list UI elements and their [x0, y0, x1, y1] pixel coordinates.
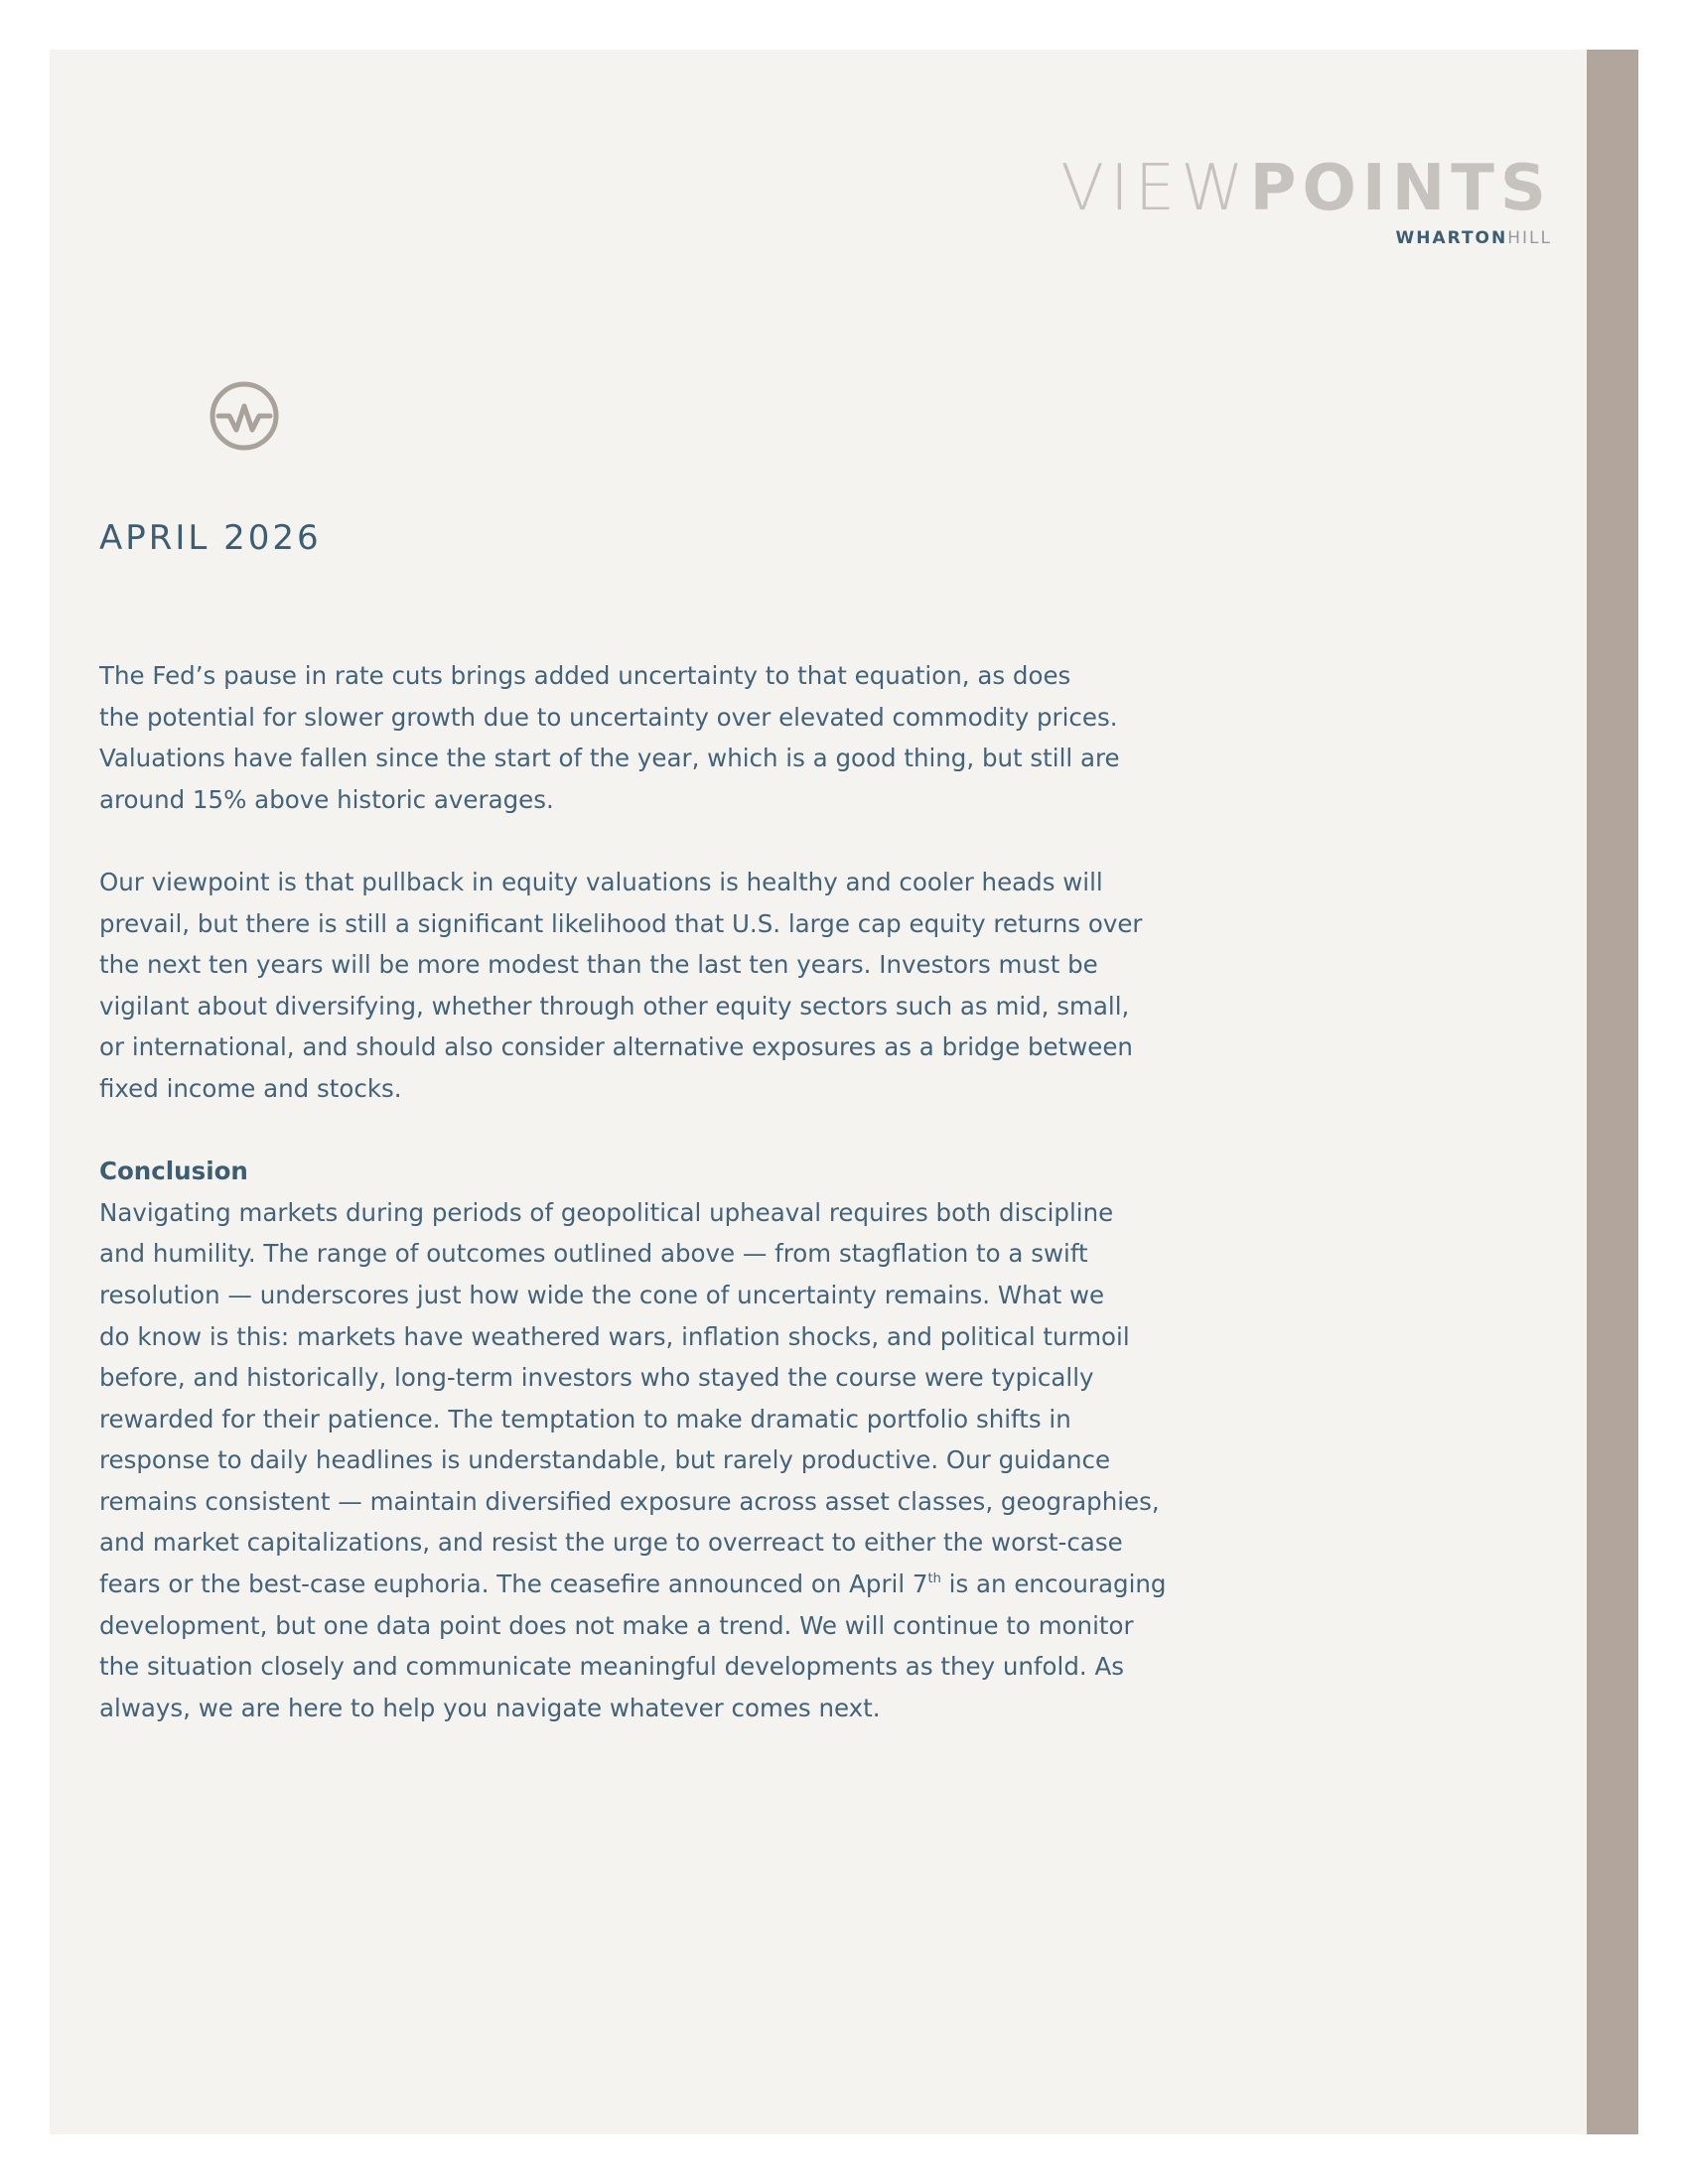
text-line: resolution — underscores just how wide the cone of uncertainty remains. What we: [99, 1280, 1105, 1309]
text-line: Navigating markets during periods of geopolitical upheaval requires both discipline: [99, 1197, 1114, 1227]
wharton-hill-circle-w-icon: [209, 380, 280, 452]
text-segment: is an encouraging: [940, 1570, 1167, 1599]
text-segment: fears or the best-case euphoria. The ceasefire announced on April 7: [99, 1570, 928, 1599]
side-accent-bar: [1587, 50, 1638, 2134]
conclusion-heading: Conclusion: [99, 1157, 248, 1186]
text-line-with-superscript: [99, 1564, 1331, 1605]
masthead-brand-light: HILL: [1507, 228, 1552, 248]
paragraph-1: [99, 655, 1331, 820]
text-line: prevail, but there is still a significant likelihood that U.S. large cap equity returns over: [99, 908, 1143, 938]
text-line: or international, and should also consider alternative exposures as a bridge between: [99, 1032, 1133, 1062]
masthead-brand: [1060, 228, 1552, 248]
text-line: Our viewpoint is that pullback in equity valuations is healthy and cooler heads will: [99, 867, 1103, 896]
date-heading: APRIL 2026: [99, 518, 322, 558]
paragraph-2: [99, 862, 1331, 1110]
text-line: before, and historically, long-term investors who stayed the course were typically: [99, 1363, 1094, 1393]
masthead-title-light: VIEW: [1060, 152, 1250, 225]
text-line: the situation closely and communicate meaningful developments as they unfold. As: [99, 1652, 1124, 1682]
text-line: the next ten years will be more modest than the last ten years. Investors must be: [99, 950, 1098, 980]
text-line: The Fed’s pause in rate cuts brings added uncertainty to that equation, as does: [99, 661, 1071, 690]
text-line: and market capitalizations, and resist the urge to overreact to either the worst-case: [99, 1528, 1123, 1558]
text-line: always, we are here to help you navigate whatever comes next.: [99, 1693, 881, 1722]
text-line: development, but one data point does not make a trend. We will continue to monitor: [99, 1610, 1134, 1640]
text-line: and humility. The range of outcomes outlined above — from stagflation to a swift: [99, 1239, 1088, 1269]
text-line: do know is this: markets have weathered wars, inflation shocks, and political turmoil: [99, 1321, 1130, 1351]
text-line: rewarded for their patience. The temptation to make dramatic portfolio shifts in: [99, 1404, 1071, 1433]
text-line: response to daily headlines is understandable, but rarely productive. Our guidance: [99, 1445, 1111, 1475]
masthead-brand-dark: WHARTON: [1395, 228, 1508, 248]
masthead: [1060, 152, 1552, 248]
article-body: [99, 655, 1331, 1770]
superscript: th: [927, 1571, 941, 1587]
text-line: Valuations have fallen since the start of the year, which is a good thing, but still are: [99, 744, 1120, 773]
masthead-title: [1060, 152, 1552, 225]
conclusion-section: [99, 1151, 1331, 1728]
text-line: remains consistent — maintain diversified exposure across asset classes, geographies,: [99, 1486, 1160, 1516]
text-line: vigilant about diversifying, whether through other equity sectors such as mid, small,: [99, 991, 1130, 1021]
text-line: the potential for slower growth due to uncertainty over elevated commodity prices.: [99, 702, 1118, 732]
masthead-title-bold: POINTS: [1249, 152, 1552, 225]
text-line: around 15% above historic averages.: [99, 784, 554, 814]
text-line: fixed income and stocks.: [99, 1073, 402, 1103]
